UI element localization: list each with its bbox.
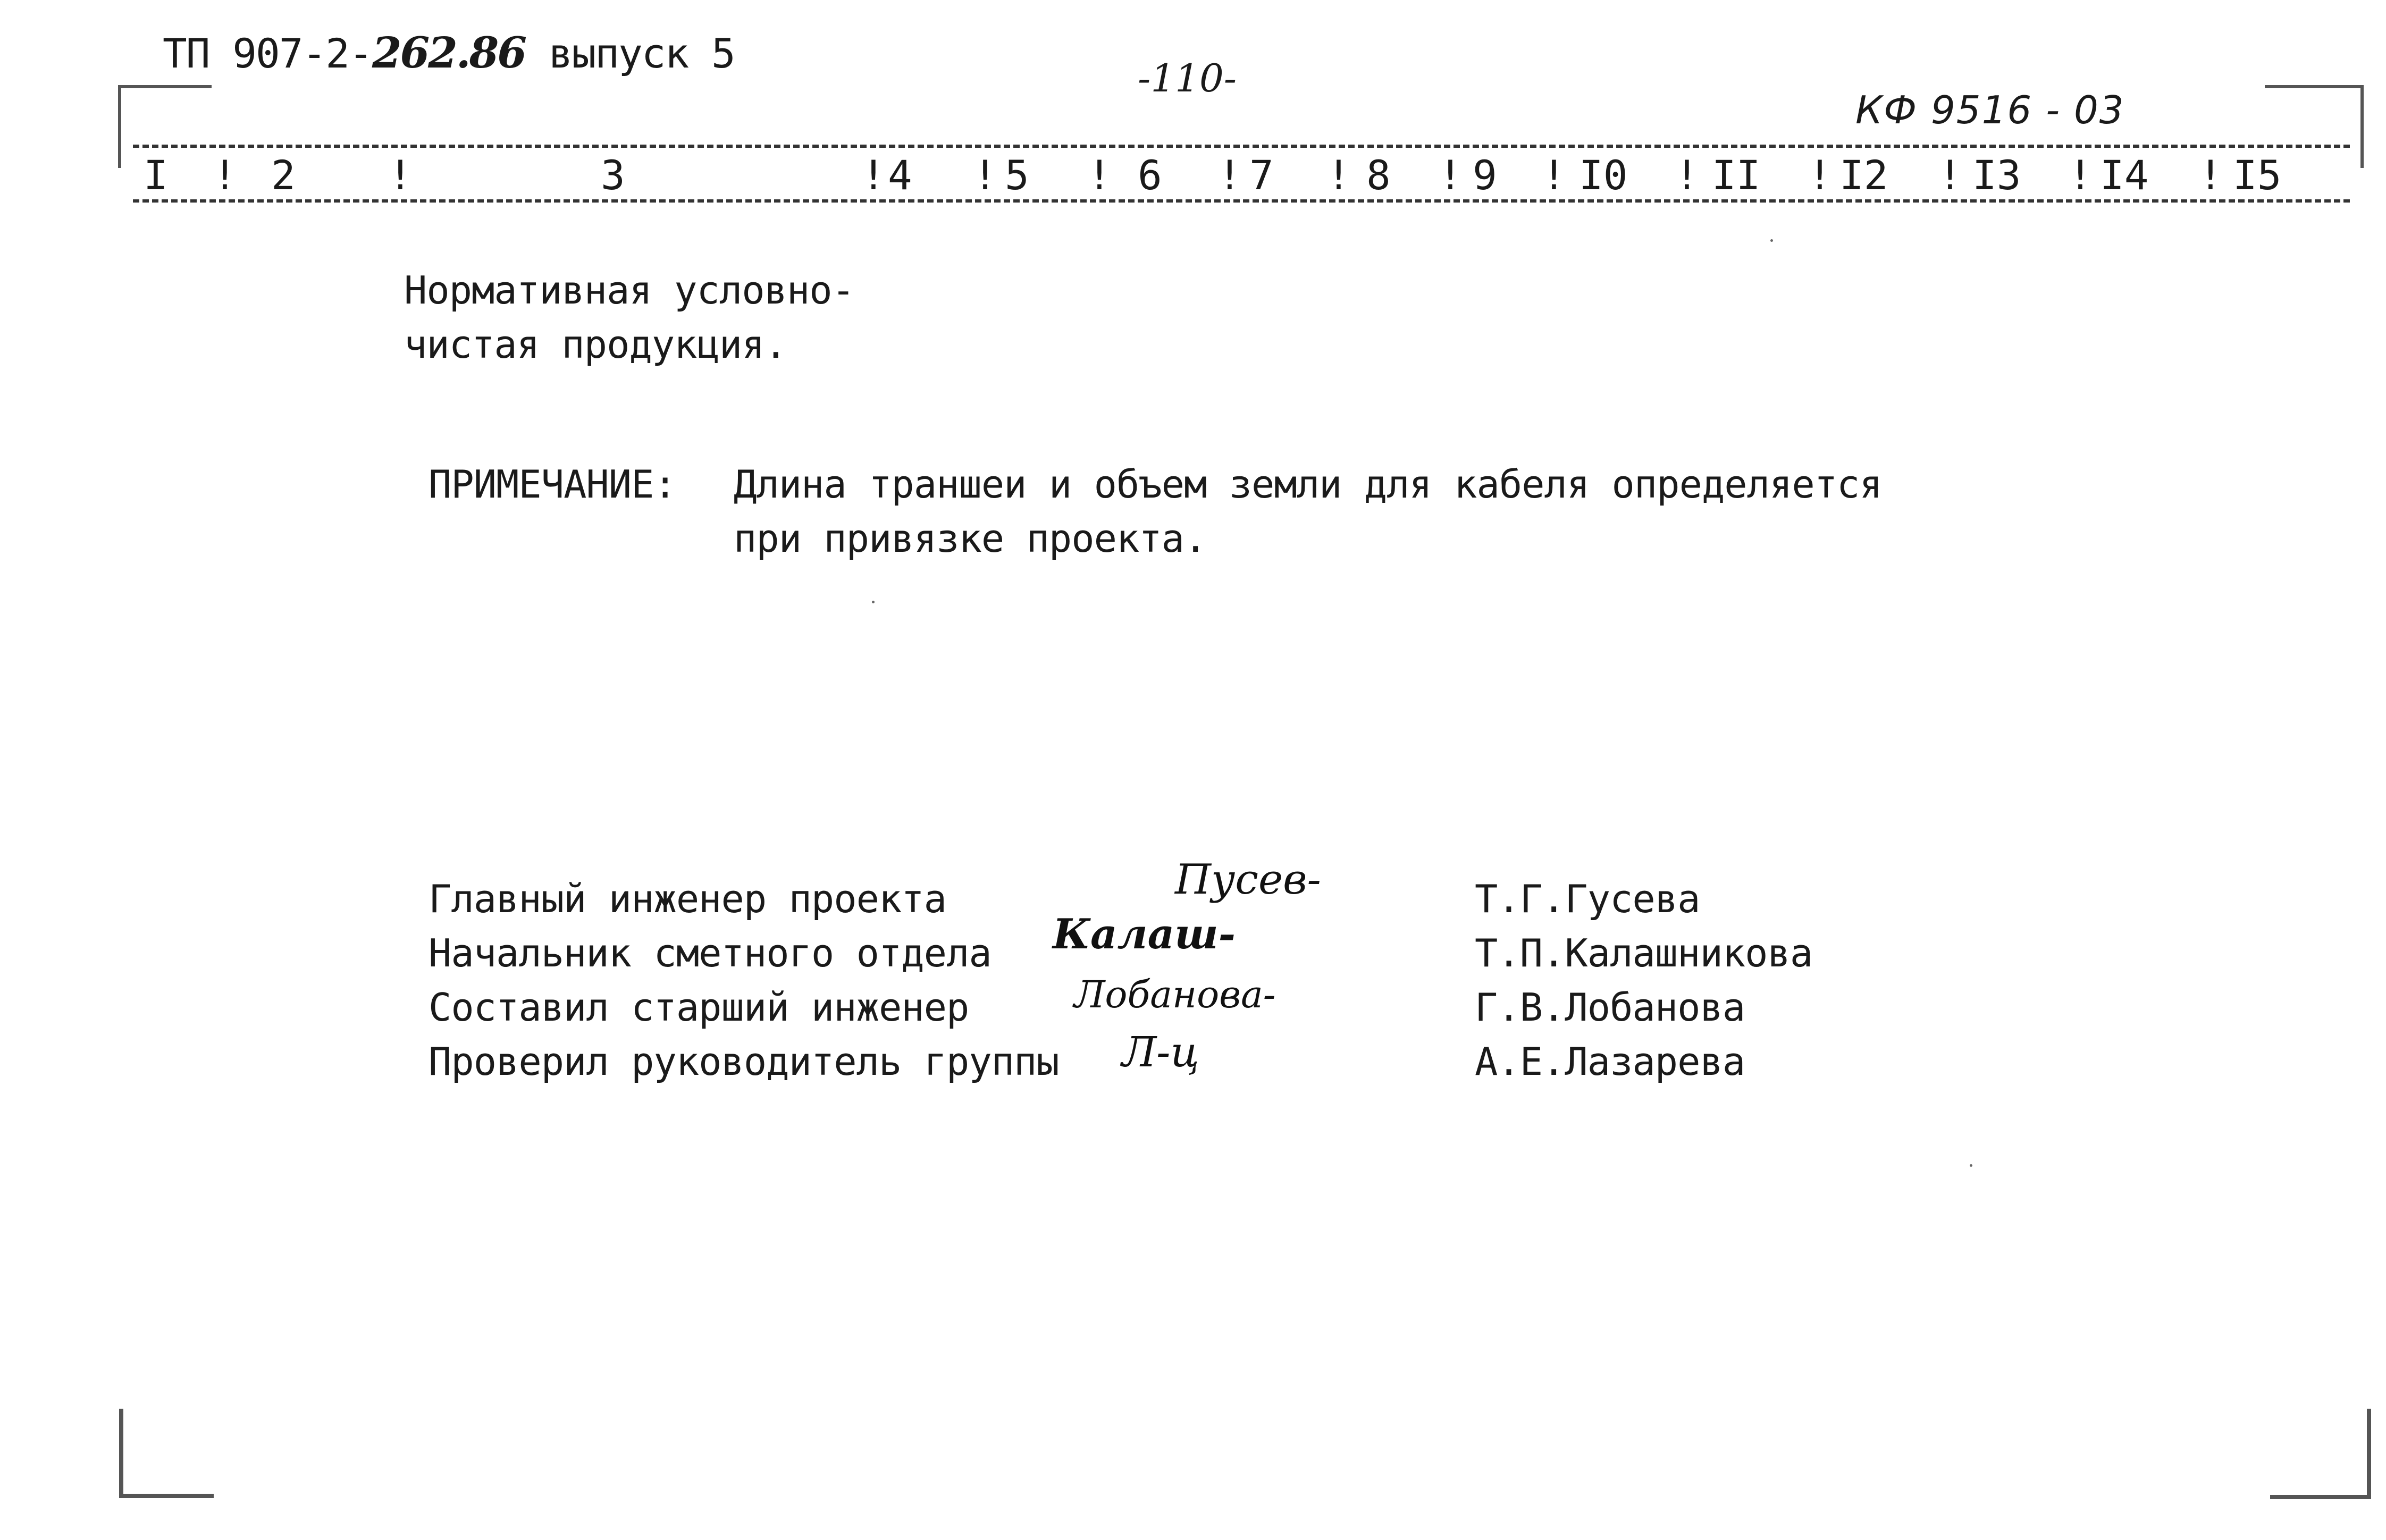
column-number: I3 xyxy=(1972,152,2021,199)
column-number: 6 xyxy=(1138,152,1162,199)
column-separator: ! xyxy=(1808,152,1832,199)
note-text-line1: Длина траншеи и объем земли для кабеля определяется xyxy=(734,462,1882,507)
column-number: 4 xyxy=(888,152,912,199)
column-separator: ! xyxy=(388,152,413,199)
column-separator: ! xyxy=(1938,152,1962,199)
signatory-role: Главный инженер проекта xyxy=(429,877,946,921)
signatory-name: А.Е.Лазарева xyxy=(1475,1039,1745,1084)
archive-code: КФ 9516 - 03 xyxy=(1855,88,2125,132)
column-number: 9 xyxy=(1473,152,1497,199)
column-separator: ! xyxy=(973,152,997,199)
document-code-suffix: выпуск 5 xyxy=(525,30,735,77)
signatory-name: Т.П.Калашникова xyxy=(1475,931,1813,975)
signatory-name: Т.Г.Гусева xyxy=(1475,877,1700,921)
column-separator: ! xyxy=(861,152,886,199)
column-number-row xyxy=(133,152,2350,199)
document-code-prefix: ТП 907-2- xyxy=(163,30,372,77)
column-number: I0 xyxy=(1579,152,1628,199)
signatory-name: Г.В.Лобанова xyxy=(1475,985,1745,1030)
scan-speck xyxy=(1770,239,1773,242)
column-separator: ! xyxy=(1087,152,1112,199)
handwritten-signature: Калаш- xyxy=(1053,910,1236,958)
page-number: -110- xyxy=(1138,56,1237,100)
note-text-line2: при привязке проекта. xyxy=(734,516,1207,561)
column-separator: ! xyxy=(1217,152,1242,199)
column-number: 2 xyxy=(271,152,296,199)
column-separator: ! xyxy=(1542,152,1566,199)
column-separator: ! xyxy=(1438,152,1463,199)
scan-speck xyxy=(1970,1164,1972,1167)
column-number: 3 xyxy=(601,152,625,199)
corner-mark-bottom-left xyxy=(119,1409,214,1498)
signatory-role: Проверил руководитель группы xyxy=(429,1039,1059,1084)
column-number: II xyxy=(1712,152,1761,199)
document-code-handwritten: 262.86 xyxy=(372,28,525,78)
column-separator: ! xyxy=(1675,152,1699,199)
note-label: ПРИМЕЧАНИЕ: xyxy=(429,462,676,507)
column-number: I2 xyxy=(1839,152,1888,199)
column-number: I xyxy=(144,152,168,199)
handwritten-signature: Л-ц xyxy=(1122,1029,1199,1076)
column-number: I4 xyxy=(2100,152,2149,199)
handwritten-signature: Пусев- xyxy=(1175,856,1321,904)
column-rule-top xyxy=(133,145,2350,148)
column-separator: ! xyxy=(2068,152,2093,199)
column-number: I5 xyxy=(2233,152,2282,199)
column-number: 7 xyxy=(1249,152,1274,199)
product-text-line2: чистая продукция. xyxy=(404,322,787,367)
column-number: 8 xyxy=(1366,152,1391,199)
scan-speck xyxy=(872,601,875,603)
column-separator: ! xyxy=(2198,152,2223,199)
column-separator: ! xyxy=(213,152,237,199)
signatory-role: Составил старший инженер xyxy=(429,985,969,1030)
document-code xyxy=(163,28,735,78)
column-rule-bottom xyxy=(133,199,2350,203)
product-text-line1: Нормативная условно- xyxy=(404,268,854,313)
column-number: 5 xyxy=(1005,152,1029,199)
signatory-role: Начальник сметного отдела xyxy=(429,931,992,975)
corner-mark-bottom-right xyxy=(2270,1409,2371,1499)
handwritten-signature: Лобанова- xyxy=(1074,973,1276,1016)
column-separator: ! xyxy=(1326,152,1351,199)
